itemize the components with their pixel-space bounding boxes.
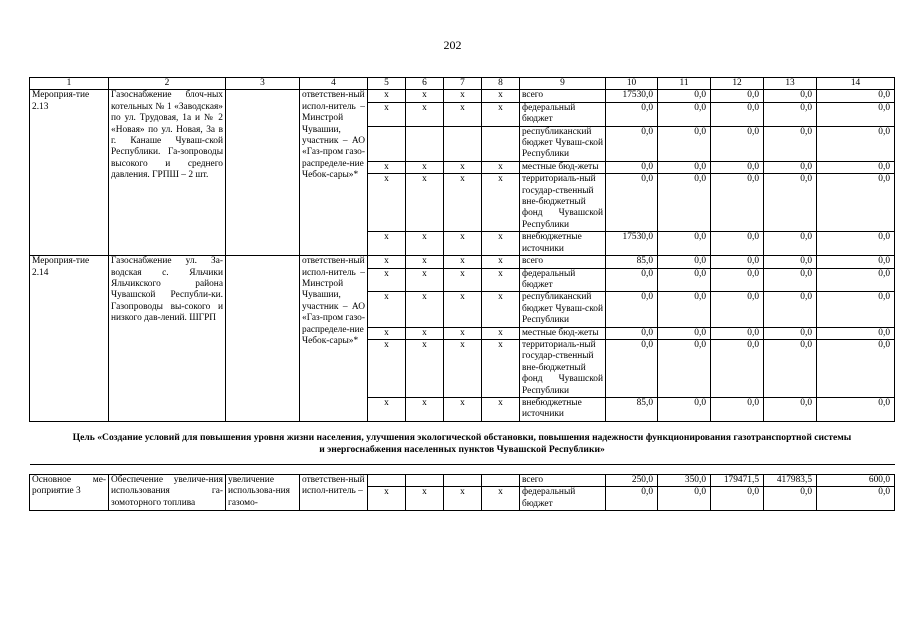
code-cell: x bbox=[368, 174, 406, 232]
code-cell: x bbox=[444, 161, 482, 173]
funding-source: федеральный бюджет bbox=[520, 268, 606, 292]
amount-cell: 0,0 bbox=[658, 292, 711, 327]
amount-cell: 0,0 bbox=[711, 161, 764, 173]
code-cell: x bbox=[406, 161, 444, 173]
budget-table bbox=[29, 77, 895, 511]
amount-cell: 0,0 bbox=[658, 268, 711, 292]
amount-cell: 0,0 bbox=[606, 126, 658, 161]
header-cell: 3 bbox=[226, 78, 300, 90]
amount-cell: 0,0 bbox=[764, 256, 817, 268]
event-title: Газоснабжение ул. За-водская с. Яльчики Яльчикского района Чувашской Республи-ки. Газопроводы вы-сокого и низкого дав-лений. ШГРП bbox=[109, 256, 226, 422]
amount-cell: 0,0 bbox=[711, 232, 764, 256]
amount-cell: 0,0 bbox=[606, 292, 658, 327]
code-cell: x bbox=[368, 268, 406, 292]
amount-cell: 179471,5 bbox=[711, 474, 764, 486]
code-cell bbox=[368, 474, 406, 486]
amount-cell: 0,0 bbox=[606, 174, 658, 232]
code-cell: x bbox=[482, 256, 520, 268]
code-cell: x bbox=[368, 102, 406, 126]
funding-source: республиканский бюджет Чуваш-ской Республики bbox=[520, 126, 606, 161]
amount-cell: 17530,0 bbox=[606, 90, 658, 102]
amount-cell: 0,0 bbox=[764, 487, 817, 511]
code-cell: x bbox=[482, 397, 520, 421]
code-cell: x bbox=[444, 339, 482, 397]
header-cell: 12 bbox=[711, 78, 764, 90]
amount-cell: 0,0 bbox=[817, 232, 895, 256]
amount-cell: 0,0 bbox=[764, 292, 817, 327]
header-cell: 11 bbox=[658, 78, 711, 90]
responsible-executor: ответствен-ный испол-нитель – bbox=[300, 474, 368, 510]
amount-cell: 0,0 bbox=[817, 161, 895, 173]
code-cell: x bbox=[406, 487, 444, 511]
amount-cell: 0,0 bbox=[606, 487, 658, 511]
code-cell bbox=[368, 126, 406, 161]
funding-source: федеральный бюджет bbox=[520, 102, 606, 126]
funding-source: территориаль-ный государ-ственный вне-бюджетный фонд Чувашской Республики bbox=[520, 339, 606, 397]
code-cell: x bbox=[406, 327, 444, 339]
code-cell: x bbox=[482, 174, 520, 232]
table-row bbox=[30, 256, 895, 268]
amount-cell: 0,0 bbox=[764, 327, 817, 339]
amount-cell: 0,0 bbox=[711, 268, 764, 292]
amount-cell: 0,0 bbox=[606, 327, 658, 339]
code-cell bbox=[406, 474, 444, 486]
header-cell: 13 bbox=[764, 78, 817, 90]
amount-cell: 0,0 bbox=[606, 268, 658, 292]
code-cell: x bbox=[406, 102, 444, 126]
code-cell: x bbox=[444, 256, 482, 268]
amount-cell: 0,0 bbox=[658, 487, 711, 511]
amount-cell: 0,0 bbox=[764, 268, 817, 292]
amount-cell: 0,0 bbox=[658, 339, 711, 397]
code-cell: x bbox=[406, 90, 444, 102]
amount-cell: 0,0 bbox=[817, 292, 895, 327]
amount-cell: 0,0 bbox=[606, 102, 658, 126]
funding-source: местные бюд-жеты bbox=[520, 327, 606, 339]
responsible-executor: ответствен-ный испол-нитель – Минстрой Чувашии, участник – АО «Газ-пром газо-распределе-ние Чебок-сары»* bbox=[300, 90, 368, 256]
goal-heading: Цель «Создание условий для повышения уровня жизни населения, улучшения экологической обстановки, повышения надежности функционирования газотранспортной системы и энергоснабжения населенных пунктов Чувашской Республики» bbox=[30, 421, 895, 464]
code-cell: x bbox=[482, 232, 520, 256]
amount-cell: 0,0 bbox=[817, 487, 895, 511]
expected-result bbox=[226, 90, 300, 256]
amount-cell: 0,0 bbox=[817, 90, 895, 102]
header-cell: 6 bbox=[406, 78, 444, 90]
amount-cell: 0,0 bbox=[658, 102, 711, 126]
expected-result bbox=[226, 256, 300, 422]
funding-source: всего bbox=[520, 256, 606, 268]
code-cell: x bbox=[444, 174, 482, 232]
funding-source: местные бюд-жеты bbox=[520, 161, 606, 173]
code-cell: x bbox=[406, 397, 444, 421]
amount-cell: 0,0 bbox=[711, 339, 764, 397]
amount-cell: 0,0 bbox=[764, 174, 817, 232]
funding-source: республиканский бюджет Чуваш-ской Республики bbox=[520, 292, 606, 327]
amount-cell: 0,0 bbox=[711, 126, 764, 161]
amount-cell: 0,0 bbox=[711, 102, 764, 126]
table-body bbox=[30, 78, 895, 511]
amount-cell: 0,0 bbox=[764, 397, 817, 421]
code-cell: x bbox=[482, 161, 520, 173]
funding-source: внебюджетные источники bbox=[520, 397, 606, 421]
amount-cell: 417983,5 bbox=[764, 474, 817, 486]
code-cell: x bbox=[406, 232, 444, 256]
code-cell: x bbox=[444, 397, 482, 421]
code-cell: x bbox=[368, 339, 406, 397]
code-cell: x bbox=[444, 232, 482, 256]
amount-cell: 0,0 bbox=[817, 174, 895, 232]
amount-cell: 0,0 bbox=[606, 339, 658, 397]
event-id: Мероприя-тие 2.13 bbox=[30, 90, 109, 256]
event-id: Основное ме-роприятие 3 bbox=[30, 474, 109, 510]
code-cell: x bbox=[368, 327, 406, 339]
amount-cell: 0,0 bbox=[817, 256, 895, 268]
amount-cell: 17530,0 bbox=[606, 232, 658, 256]
code-cell: x bbox=[368, 90, 406, 102]
amount-cell: 0,0 bbox=[764, 90, 817, 102]
code-cell bbox=[444, 474, 482, 486]
event-title: Обеспечение увеличе-ния использования га-зомоторного топлива bbox=[109, 474, 226, 510]
code-cell bbox=[444, 126, 482, 161]
code-cell: x bbox=[444, 268, 482, 292]
amount-cell: 0,0 bbox=[764, 161, 817, 173]
code-cell: x bbox=[406, 174, 444, 232]
code-cell: x bbox=[444, 327, 482, 339]
amount-cell: 0,0 bbox=[658, 397, 711, 421]
code-cell bbox=[406, 126, 444, 161]
code-cell: x bbox=[368, 232, 406, 256]
amount-cell: 0,0 bbox=[764, 102, 817, 126]
header-cell: 4 bbox=[300, 78, 368, 90]
responsible-executor: ответствен-ный испол-нитель – Минстрой Чувашии, участник – АО «Газ-пром газо-распределе-ние Чебок-сары»* bbox=[300, 256, 368, 422]
amount-cell: 0,0 bbox=[606, 161, 658, 173]
header-cell: 7 bbox=[444, 78, 482, 90]
funding-source: всего bbox=[520, 474, 606, 486]
table-row bbox=[30, 90, 895, 102]
amount-cell: 0,0 bbox=[817, 268, 895, 292]
amount-cell: 0,0 bbox=[711, 487, 764, 511]
code-cell: x bbox=[482, 339, 520, 397]
code-cell: x bbox=[406, 339, 444, 397]
header-cell: 9 bbox=[520, 78, 606, 90]
expected-result: увеличение использова-ния газомо- bbox=[226, 474, 300, 510]
code-cell: x bbox=[368, 487, 406, 511]
funding-source: территориаль-ный государ-ственный вне-бюджетный фонд Чувашской Республики bbox=[520, 174, 606, 232]
header-cell: 5 bbox=[368, 78, 406, 90]
amount-cell: 0,0 bbox=[711, 397, 764, 421]
amount-cell: 0,0 bbox=[658, 327, 711, 339]
spacer-row bbox=[30, 464, 895, 474]
funding-source: федеральный бюджет bbox=[520, 487, 606, 511]
code-cell: x bbox=[482, 487, 520, 511]
code-cell: x bbox=[444, 90, 482, 102]
code-cell: x bbox=[444, 292, 482, 327]
amount-cell: 85,0 bbox=[606, 256, 658, 268]
code-cell: x bbox=[482, 102, 520, 126]
code-cell: x bbox=[406, 292, 444, 327]
code-cell: x bbox=[368, 256, 406, 268]
amount-cell: 0,0 bbox=[817, 327, 895, 339]
amount-cell: 0,0 bbox=[817, 126, 895, 161]
amount-cell: 0,0 bbox=[764, 126, 817, 161]
amount-cell: 0,0 bbox=[711, 292, 764, 327]
amount-cell: 600,0 bbox=[817, 474, 895, 486]
amount-cell: 0,0 bbox=[658, 161, 711, 173]
header-cell: 2 bbox=[109, 78, 226, 90]
amount-cell: 0,0 bbox=[658, 256, 711, 268]
code-cell: x bbox=[482, 268, 520, 292]
page-number: 202 bbox=[443, 38, 462, 52]
header-cell: 8 bbox=[482, 78, 520, 90]
code-cell: x bbox=[444, 102, 482, 126]
header-row bbox=[30, 78, 895, 90]
amount-cell: 0,0 bbox=[764, 232, 817, 256]
header-cell: 10 bbox=[606, 78, 658, 90]
amount-cell: 0,0 bbox=[658, 90, 711, 102]
amount-cell: 0,0 bbox=[817, 339, 895, 397]
funding-source: внебюджетные источники bbox=[520, 232, 606, 256]
spacer-cell bbox=[30, 464, 895, 474]
code-cell: x bbox=[406, 256, 444, 268]
code-cell: x bbox=[482, 327, 520, 339]
code-cell: x bbox=[406, 268, 444, 292]
amount-cell: 0,0 bbox=[817, 102, 895, 126]
code-cell: x bbox=[368, 292, 406, 327]
amount-cell: 0,0 bbox=[711, 256, 764, 268]
amount-cell: 0,0 bbox=[658, 232, 711, 256]
event-title: Газоснабжение блоч-ных котельных № 1 «Заводская» по ул. Трудовая, 1а и № 2 «Новая» по ул. Новая, 3а в г. Канаше Чуваш-ской Республики. Га-зопроводы высокого и среднего давления. ГРПШ – 2 шт. bbox=[109, 90, 226, 256]
amount-cell: 0,0 bbox=[764, 339, 817, 397]
amount-cell: 85,0 bbox=[606, 397, 658, 421]
amount-cell: 0,0 bbox=[711, 174, 764, 232]
amount-cell: 350,0 bbox=[658, 474, 711, 486]
table-row bbox=[30, 474, 895, 486]
amount-cell: 0,0 bbox=[711, 327, 764, 339]
amount-cell: 0,0 bbox=[658, 126, 711, 161]
code-cell: x bbox=[368, 397, 406, 421]
amount-cell: 0,0 bbox=[658, 174, 711, 232]
code-cell bbox=[482, 474, 520, 486]
funding-source: всего bbox=[520, 90, 606, 102]
amount-cell: 0,0 bbox=[817, 397, 895, 421]
amount-cell: 0,0 bbox=[711, 90, 764, 102]
code-cell: x bbox=[482, 292, 520, 327]
amount-cell: 250,0 bbox=[606, 474, 658, 486]
code-cell: x bbox=[482, 90, 520, 102]
code-cell: x bbox=[444, 487, 482, 511]
header-cell: 14 bbox=[817, 78, 895, 90]
header-cell: 1 bbox=[30, 78, 109, 90]
code-cell: x bbox=[368, 161, 406, 173]
code-cell bbox=[482, 126, 520, 161]
goal-row bbox=[30, 421, 895, 464]
event-id: Мероприя-тие 2.14 bbox=[30, 256, 109, 422]
